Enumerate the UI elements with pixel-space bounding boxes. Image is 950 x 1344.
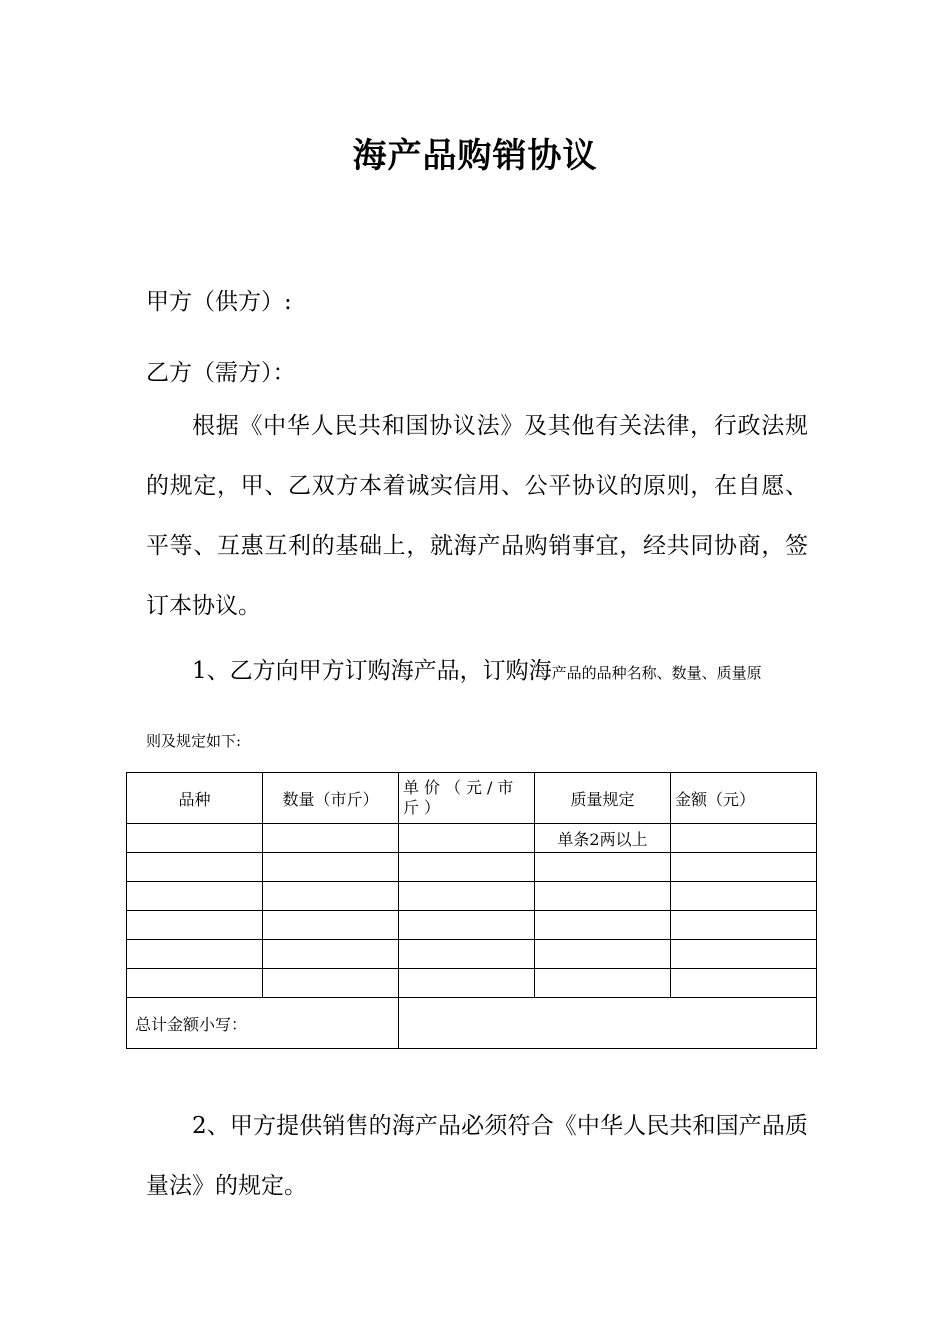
table-cell[interactable] — [399, 911, 535, 940]
header-quantity: 数量（市斤） — [263, 773, 399, 824]
clause-1-large-text: 1、乙方向甲方订购海产品，订购海 — [192, 658, 552, 684]
clause-2-paragraph: 2、甲方提供销售的海产品必须符合《中华人民共和国产品质量法》的规定。 — [146, 1113, 808, 1199]
table-cell[interactable] — [399, 940, 535, 969]
table-cell[interactable] — [399, 969, 535, 998]
table-cell[interactable]: 单条2两以上 — [535, 824, 671, 853]
table-cell[interactable] — [127, 911, 263, 940]
table-row — [127, 911, 817, 940]
table-header-row — [127, 773, 817, 824]
table-cell[interactable] — [263, 882, 399, 911]
total-amount-label: 总计金额小写： — [127, 998, 399, 1049]
document-title: 海产品购销协议 — [352, 136, 598, 176]
table-cell[interactable] — [671, 882, 817, 911]
table-cell[interactable] — [263, 853, 399, 882]
clause-1-line-1 — [192, 652, 762, 685]
table-cell[interactable] — [399, 882, 535, 911]
party-b-label: 乙方（需方）： — [146, 360, 296, 386]
clause-1-line-2: 则及规定如下: — [146, 732, 242, 750]
table-cell[interactable] — [263, 911, 399, 940]
clause-1-small-text: 产品的品种名称、数量、质量原 — [551, 664, 762, 682]
table-cell[interactable] — [535, 940, 671, 969]
table-cell[interactable] — [671, 911, 817, 940]
party-a-label: 甲方（供方）: — [146, 289, 292, 315]
table-cell[interactable] — [535, 911, 671, 940]
goods-table — [126, 772, 817, 1049]
table-cell[interactable] — [127, 882, 263, 911]
header-unit-price: 单价（元/市斤） — [399, 773, 535, 824]
header-quality: 质量规定 — [535, 773, 671, 824]
table-total-row — [127, 998, 817, 1049]
table-cell[interactable] — [127, 969, 263, 998]
table-cell[interactable] — [399, 824, 535, 853]
table-cell[interactable] — [127, 853, 263, 882]
table-cell[interactable] — [263, 940, 399, 969]
table-row — [127, 853, 817, 882]
header-amount: 金额（元） — [671, 773, 817, 824]
table-cell[interactable] — [671, 940, 817, 969]
table-cell[interactable] — [535, 882, 671, 911]
table-cell[interactable] — [535, 969, 671, 998]
header-variety: 品种 — [127, 773, 263, 824]
table-cell[interactable] — [535, 853, 671, 882]
table-cell[interactable] — [671, 824, 817, 853]
table-row — [127, 969, 817, 998]
table-row — [127, 940, 817, 969]
table-cell[interactable] — [263, 824, 399, 853]
table-cell[interactable] — [671, 853, 817, 882]
table-row — [127, 882, 817, 911]
table-cell[interactable] — [671, 969, 817, 998]
total-amount-value[interactable] — [399, 998, 817, 1049]
table-cell[interactable] — [399, 853, 535, 882]
table-cell[interactable] — [127, 940, 263, 969]
table-cell[interactable] — [263, 969, 399, 998]
table-cell[interactable] — [127, 824, 263, 853]
table-row — [127, 824, 817, 853]
preamble-paragraph: 根据《中华人民共和国协议法》及其他有关法律，行政法规的规定，甲、乙双方本着诚实信用、公平协议的原则，在自愿、平等、互惠互利的基础上，就海产品购销事宜，经共同协商，签订本协议。 — [146, 413, 808, 619]
